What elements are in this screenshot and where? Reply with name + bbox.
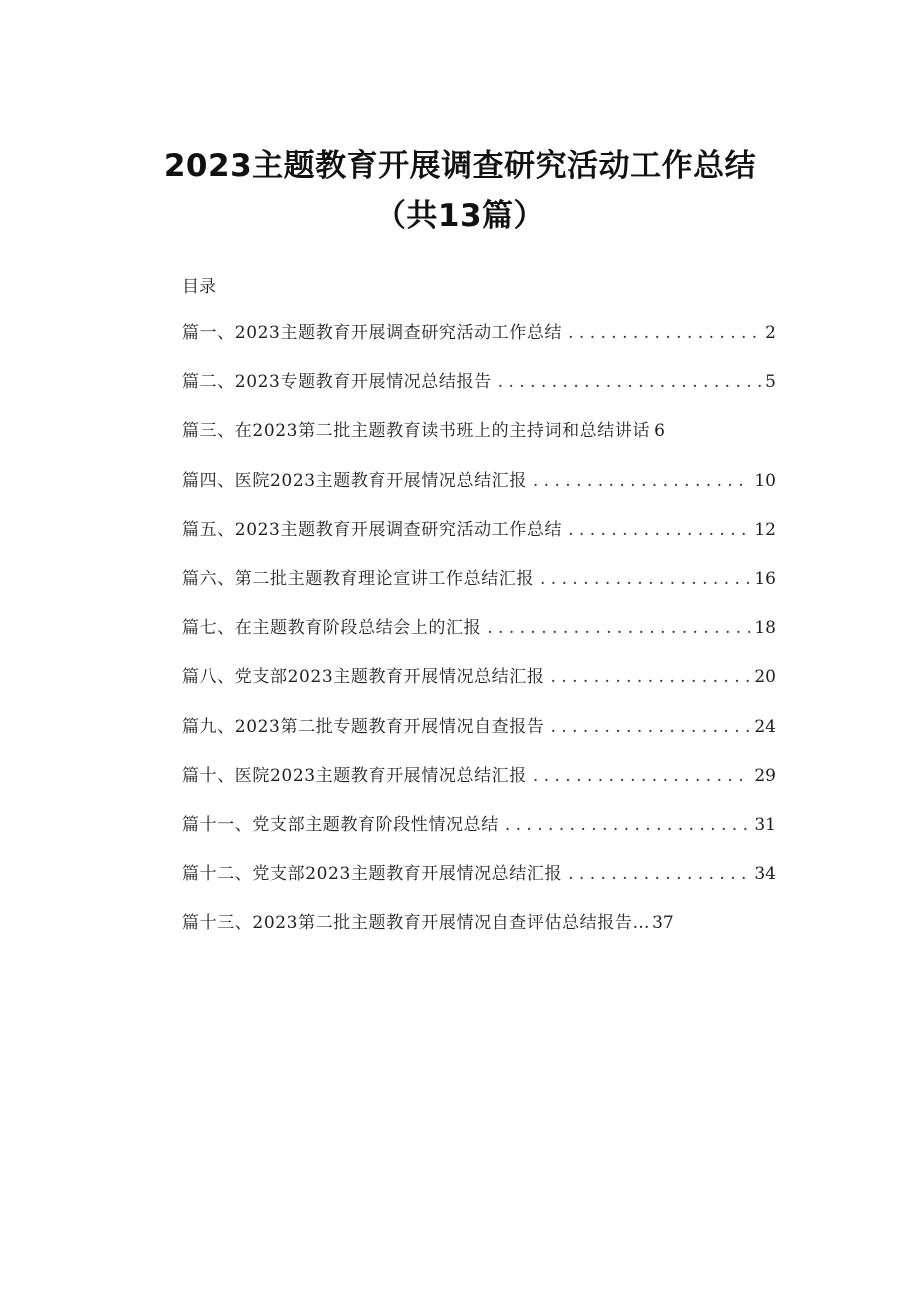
- toc-entry-9[interactable]: [182, 712, 776, 761]
- toc-entry-label: 篇九、2023第二批专题教育开展情况自查报告: [182, 716, 545, 737]
- toc-entry-5[interactable]: [182, 515, 776, 564]
- toc-entry-label: 篇二、2023专题教育开展情况总结报告: [182, 372, 492, 393]
- toc-entry-label: 篇六、第二批主题教育理论宣讲工作总结汇报: [182, 568, 534, 589]
- toc-entry-7[interactable]: [182, 613, 776, 662]
- toc-page-number: 16: [754, 568, 776, 589]
- document-title: 2023主题教育开展调查研究活动工作总结: [163, 148, 757, 184]
- toc-page-number: 10: [754, 470, 776, 491]
- toc-entry-label: 篇三、在2023第二批主题教育读书班上的主持词和总结讲话: [182, 421, 651, 442]
- toc-page-number: 20: [754, 667, 776, 688]
- toc-page-number: 37: [652, 913, 674, 934]
- toc-page-number: 5: [765, 372, 776, 393]
- table-of-contents: [182, 318, 776, 957]
- toc-leader-dots: [568, 864, 750, 884]
- toc-entry-1[interactable]: [182, 318, 776, 367]
- toc-leader-dots: [533, 471, 750, 491]
- toc-leader-dots: [505, 815, 751, 835]
- toc-entry-label: 篇十二、党支部2023主题教育开展情况总结汇报: [182, 864, 563, 885]
- toc-entry-label: 篇十、医院2023主题教育开展情况总结汇报: [182, 765, 527, 786]
- toc-leader-dots: [498, 372, 762, 392]
- toc-page-number: 18: [754, 618, 776, 639]
- toc-leader-dots: [487, 618, 750, 638]
- toc-leader-dots: [550, 717, 750, 737]
- toc-leader-dots: [550, 667, 750, 687]
- toc-entry-8[interactable]: [182, 662, 776, 711]
- toc-entry-label: 篇十一、党支部主题教育阶段性情况总结: [182, 814, 499, 835]
- toc-page-number: 6: [654, 421, 665, 442]
- toc-page-number: 2: [765, 323, 776, 343]
- toc-entry-13[interactable]: [182, 908, 776, 957]
- toc-entry-2[interactable]: [182, 367, 776, 416]
- toc-leader-dots: [533, 766, 750, 786]
- toc-page-number: 12: [754, 519, 776, 540]
- toc-entry-label: 篇七、在主题教育阶段总结会上的汇报: [182, 618, 482, 639]
- document-subtitle: （共13篇）: [374, 198, 546, 234]
- toc-entry-10[interactable]: [182, 761, 776, 810]
- toc-entry-label: 篇四、医院2023主题教育开展情况总结汇报: [182, 470, 527, 491]
- toc-heading: 目录: [182, 277, 216, 297]
- toc-page-number: 29: [754, 765, 776, 786]
- toc-page-number: 31: [754, 814, 776, 835]
- toc-entry-12[interactable]: [182, 859, 776, 908]
- toc-leader-dots: [540, 569, 750, 589]
- toc-page-number: 34: [754, 864, 776, 885]
- toc-entry-3[interactable]: [182, 416, 776, 465]
- toc-entry-label: 篇五、2023主题教育开展调查研究活动工作总结: [182, 519, 563, 540]
- toc-entry-4[interactable]: [182, 466, 776, 515]
- toc-page-number: 24: [754, 716, 776, 737]
- toc-leader-dots: [568, 520, 750, 540]
- toc-entry-label: 篇八、党支部2023主题教育开展情况总结汇报: [182, 667, 545, 688]
- toc-entry-label: 篇一、2023主题教育开展调查研究活动工作总结: [182, 323, 563, 343]
- toc-entry-6[interactable]: [182, 564, 776, 613]
- toc-leader-dots: [568, 323, 761, 343]
- toc-entry-11[interactable]: [182, 810, 776, 859]
- toc-entry-label: 篇十三、2023第二批主题教育开展情况自查评估总结报告…: [182, 913, 651, 934]
